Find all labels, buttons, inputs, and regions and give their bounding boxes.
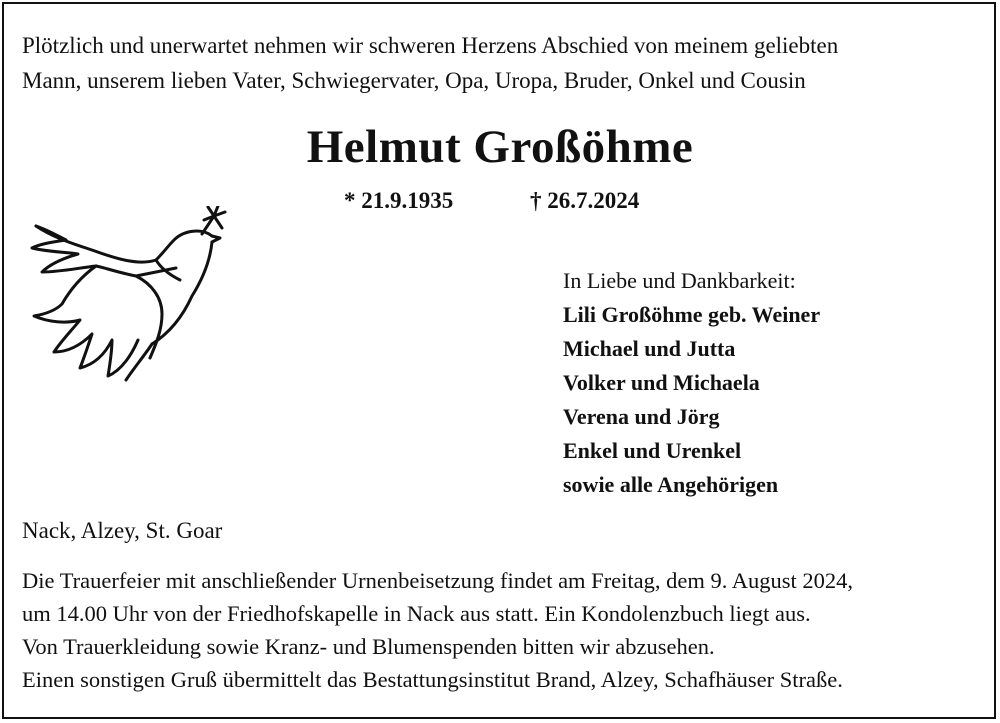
- deceased-name: Helmut Großöhme: [306, 121, 694, 173]
- funeral-notice: [22, 564, 982, 696]
- death-date: † 26.7.2024: [530, 188, 640, 213]
- notice-line: um 14.00 Uhr von der Friedhofskapelle in Nack aus statt. Ein Kondolenzbuch liegt aus.: [22, 601, 811, 626]
- notice-line: Die Trauerfeier mit anschließender Urnenbeisetzung findet am Freitag, dem 9. August 2024,: [22, 568, 854, 593]
- intro-line: Plötzlich und unerwartet nehmen wir schweren Herzens Abschied von meinem geliebten: [22, 33, 839, 58]
- birth-date: * 21.9.1935: [344, 188, 454, 213]
- intro-text: [22, 28, 972, 98]
- mourners-list: [563, 298, 820, 502]
- mourner-name: Enkel und Urenkel: [563, 438, 742, 463]
- mourner-name: sowie alle Angehörigen: [563, 472, 779, 497]
- notice-line: Von Trauerkleidung sowie Kranz- und Blumenspenden bitten wir abzusehen.: [22, 634, 715, 659]
- places-line: Nack, Alzey, St. Goar: [22, 518, 223, 543]
- notice-line: Einen sonstigen Gruß übermittelt das Bestattungsinstitut Brand, Alzey, Schafhäuser Straße.: [22, 667, 843, 692]
- mourners-intro: In Liebe und Dankbarkeit:: [563, 268, 796, 293]
- dove-with-branch-icon: [26, 206, 241, 386]
- mourners-block: [563, 264, 820, 502]
- mourner-name: Michael und Jutta: [563, 336, 736, 361]
- mourner-name: Lili Großöhme geb. Weiner: [563, 302, 821, 327]
- intro-line: Mann, unserem lieben Vater, Schwiegervater, Opa, Uropa, Bruder, Onkel und Cousin: [22, 68, 806, 93]
- mourner-name: Volker und Michaela: [563, 370, 760, 395]
- mourner-name: Verena und Jörg: [563, 404, 720, 429]
